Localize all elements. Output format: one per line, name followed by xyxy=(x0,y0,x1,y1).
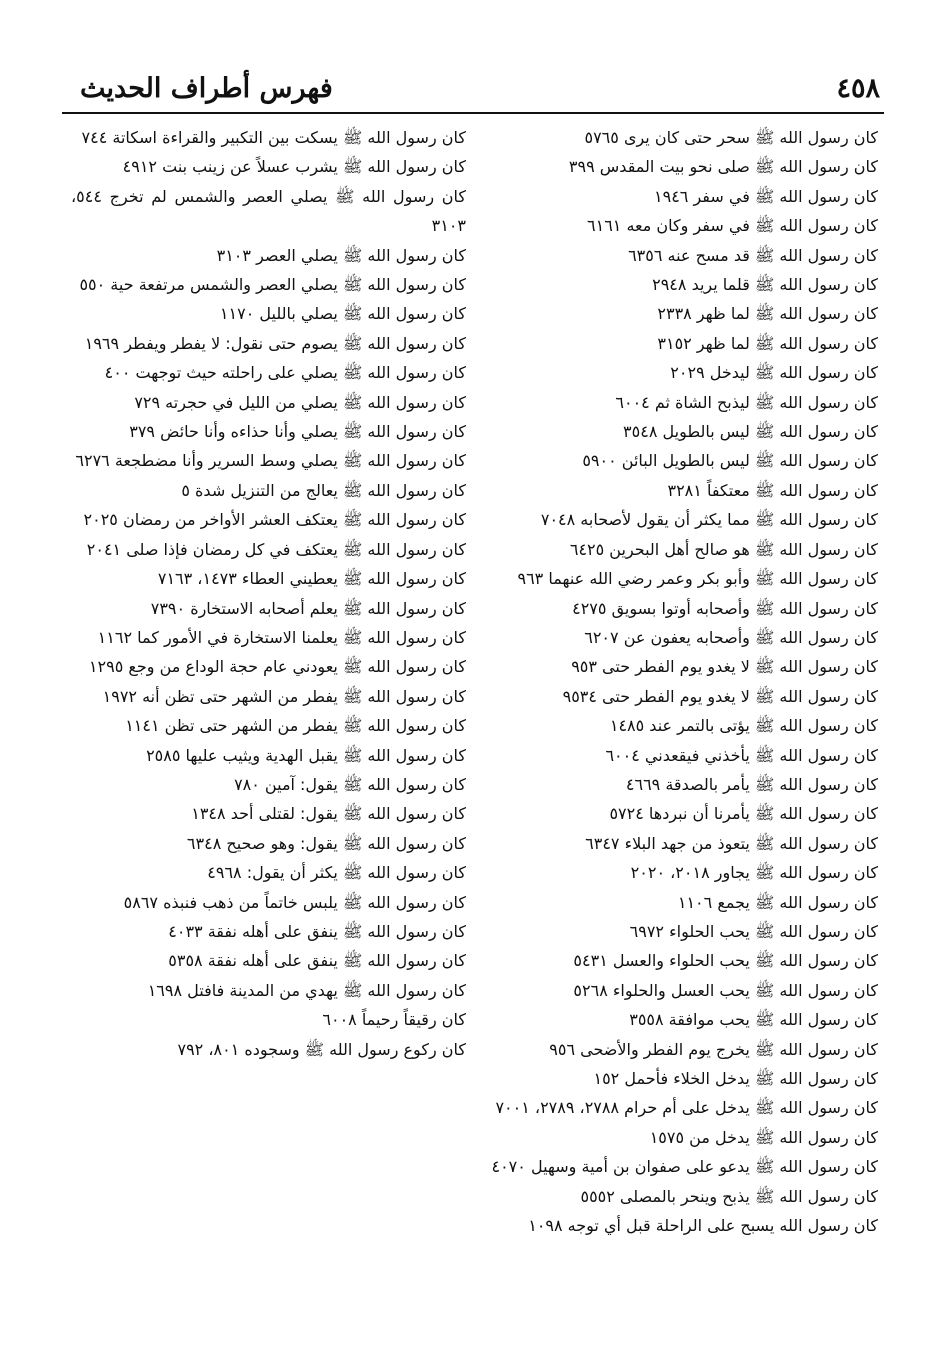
index-entry-text: كان رسول الله ﷺ ليس بالطويل ٣٥٤٨ xyxy=(623,422,878,442)
index-entry xyxy=(483,1211,878,1240)
index-entry-text: كان رسول الله ﷺ يصلي من الليل في حجرته ٧٢٩ xyxy=(134,392,466,412)
index-entry xyxy=(483,858,878,887)
index-entry-text: كان رسول الله ﷺ يصلي العصر والشمس لم تخرج ٥٤٤، ٣١٠٣ xyxy=(71,186,466,236)
index-entry-text: كان رسول الله ﷺ لا يغدو يوم الفطر حتى ٩٥٣٤ xyxy=(562,686,878,706)
index-entry-text: كان رسول الله ﷺ يعتكف العشر الأواخر من رمضان ٢٠٢٥ xyxy=(83,510,466,530)
index-entry xyxy=(71,888,466,917)
index-entry-text: كان ركوع رسول الله ﷺ وسجوده ٨٠١، ٧٩٢ xyxy=(177,1039,466,1059)
index-entry-text: كان رسول الله ﷺ يعلمنا الاستخارة في الأمور كما ١١٦٢ xyxy=(97,627,466,647)
index-entry xyxy=(483,329,878,358)
index-entry xyxy=(483,1093,878,1122)
index-entry xyxy=(71,858,466,887)
index-entry-text: كان رسول الله ﷺ يجمع ١١٠٦ xyxy=(677,892,878,912)
index-entry-text: كان رسول الله ﷺ سحر حتى كان يرى ٥٧٦٥ xyxy=(584,128,878,147)
page-header xyxy=(80,70,880,106)
index-entry xyxy=(71,564,466,593)
index-entry xyxy=(483,564,878,593)
index-entry xyxy=(71,329,466,358)
index-entry xyxy=(483,682,878,711)
page-title: فهرس أطراف الحديث xyxy=(80,72,333,104)
header-rule xyxy=(62,112,884,114)
index-entry xyxy=(71,829,466,858)
index-entry xyxy=(483,1064,878,1093)
index-entry-text: كان رسول الله ﷺ يصلي العصر والشمس مرتفعة حية ٥٥٠ xyxy=(79,275,466,295)
index-entry-text: كان رسول الله ﷺ يجاور ٢٠١٨، ٢٠٢٠ xyxy=(630,863,878,883)
index-entry xyxy=(483,535,878,564)
index-entry xyxy=(483,888,878,917)
index-entry-text: كان رسول الله ﷺ قلما يريد ٢٩٤٨ xyxy=(652,275,878,295)
index-entry xyxy=(71,682,466,711)
index-entry xyxy=(71,358,466,387)
index-entry-text: كان رسول الله ﷺ يقول: لقتلى أحد ١٣٤٨ xyxy=(191,804,466,824)
index-entry xyxy=(483,1182,878,1211)
index-entry xyxy=(71,1005,466,1034)
index-entry xyxy=(71,770,466,799)
index-entry xyxy=(483,388,878,417)
index-entry-text: كان رسول الله ﷺ ليس بالطويل البائن ٥٩٠٠ xyxy=(582,451,878,471)
index-entry-text: كان رسول الله ﷺ يصلي على راحلته حيث توجهت ٤٠٠ xyxy=(104,363,466,383)
index-entry-text: كان رسول الله ﷺ يعودني عام حجة الوداع من وجع ١٢٩٥ xyxy=(88,657,466,677)
index-entry-text: كان رسول الله ﷺ يحب العسل والحلواء ٥٢٦٨ xyxy=(573,980,878,1000)
index-entry-text: كان رسول الله ﷺ يعالج من التنزيل شدة ٥ xyxy=(181,480,466,500)
index-entry xyxy=(483,299,878,328)
index-entry-text: كان رسول الله ﷺ ليدخل ٢٠٢٩ xyxy=(670,363,878,383)
index-entry-text: كان رسول الله ﷺ يسكت بين التكبير والقراءة اسكاتة ٧٤٤ xyxy=(81,128,466,147)
index-entry xyxy=(483,829,878,858)
index-entry xyxy=(71,505,466,534)
index-entry xyxy=(483,446,878,475)
index-entry-text: كان رسول الله ﷺ يقول: وهو صحيح ٦٣٤٨ xyxy=(186,833,466,853)
index-entry xyxy=(483,123,878,152)
index-entry xyxy=(483,476,878,505)
index-entry-text: كان رسول الله ﷺ يتعوذ من جهد البلاء ٦٣٤٧ xyxy=(585,833,878,853)
page-number: ٤٥٨ xyxy=(836,72,880,104)
index-entry-text: كان رسول الله ﷺ لما ظهر ٣١٥٢ xyxy=(657,333,878,353)
index-entry xyxy=(483,652,878,681)
index-entry-text: كان رسول الله ﷺ قد مسح عنه ٦٣٥٦ xyxy=(628,245,878,265)
index-entry xyxy=(483,1152,878,1181)
index-entry-text: كان رسول الله ﷺ يخرج يوم الفطر والأضحى ٩٥٦ xyxy=(549,1039,878,1059)
index-entry-text: كان رسول الله ﷺ معتكفاً ٣٢٨١ xyxy=(667,480,878,500)
left-column xyxy=(71,123,466,1064)
index-entry-text: كان رسول الله ﷺ يعطيني العطاء ١٤٧٣، ٧١٦٣ xyxy=(157,569,466,589)
index-entry-text: كان رسول الله ﷺ يؤتى بالتمر عند ١٤٨٥ xyxy=(609,716,878,736)
index-entry-text: كان رسول الله ﷺ يصلي العصر ٣١٠٣ xyxy=(216,245,466,265)
index-entry-text: كان رسول الله ﷺ يصلي وأنا حذاءه وأنا حائض ٣٧٩ xyxy=(129,422,466,442)
index-entry xyxy=(71,476,466,505)
index-entry-text: كان رسول الله ﷺ يقول: آمين ٧٨٠ xyxy=(234,774,466,794)
index-entry-text: كان رسول الله ﷺ ينفق على أهله نفقة ٤٠٣٣ xyxy=(168,921,466,941)
index-entry-text: كان رسول الله ﷺ يهدي من المدينة فافتل ١٦٩٨ xyxy=(147,980,466,1000)
index-entry xyxy=(483,182,878,211)
index-entry-text: كان رسول الله ﷺ يصوم حتى نقول: لا يفطر ويفطر ١٩٦٩ xyxy=(84,333,466,353)
index-entry-text: كان رسول الله ﷺ يدخل على أم حرام ٢٧٨٨، ٢٧٨٩، ٧٠٠١ xyxy=(495,1098,878,1118)
index-entry-text: كان رسول الله ﷺ وأصحابه يعفون عن ٦٢٠٧ xyxy=(584,627,878,647)
index-entry xyxy=(483,917,878,946)
index-entry-text: كان رقيقاً رحيماً ٦٠٠٨ xyxy=(322,1010,466,1030)
index-entry xyxy=(483,211,878,240)
index-entry-text: كان رسول الله ﷺ يفطر من الشهر حتى تظن ١١٤١ xyxy=(125,716,466,736)
index-entry xyxy=(483,799,878,828)
index-entry xyxy=(483,623,878,652)
index-entry xyxy=(483,976,878,1005)
index-entry-text: كان رسول الله ﷺ يحب الحلواء ٦٩٧٢ xyxy=(629,921,878,941)
index-entry xyxy=(71,741,466,770)
index-entry xyxy=(483,1005,878,1034)
index-entry-text: كان رسول الله ﷺ ليذبح الشاة ثم ٦٠٠٤ xyxy=(615,392,878,412)
index-entry-text: كان رسول الله ﷺ لما ظهر ٢٣٣٨ xyxy=(657,304,878,324)
index-entry-text: كان رسول الله ﷺ يلبس خاتماً من ذهب فنبذه ٥٨٦٧ xyxy=(123,892,466,912)
index-entry xyxy=(483,270,878,299)
index-entry xyxy=(483,417,878,446)
index-entry xyxy=(71,976,466,1005)
index-entry xyxy=(71,182,466,241)
index-entry-text: كان رسول الله ﷺ يصلي بالليل ١١٧٠ xyxy=(219,304,466,324)
index-entry-text: كان رسول الله ﷺ يدعو على صفوان بن أمية وسهيل ٤٠٧٠ xyxy=(491,1157,878,1177)
index-entry-text: كان رسول الله ﷺ يأمرنا أن نبردها ٥٧٢٤ xyxy=(609,804,878,824)
index-entry-text: كان رسول الله ﷺ صلى نحو بيت المقدس ٣٩٩ xyxy=(568,157,878,177)
index-entry-text: كان رسول الله ﷺ لا يغدو يوم الفطر حتى ٩٥٣ xyxy=(571,657,878,677)
index-entry xyxy=(71,299,466,328)
index-entry xyxy=(71,594,466,623)
index-entry xyxy=(71,446,466,475)
index-entry-text: كان رسول الله ﷺ يدخل من ١٥٧٥ xyxy=(649,1127,878,1147)
index-entry-text: كان رسول الله ﷺ يكثر أن يقول: ٤٩٦٨ xyxy=(207,863,466,883)
index-entry-text: كان رسول الله ﷺ يدخل الخلاء فأحمل ١٥٢ xyxy=(593,1069,878,1088)
right-column xyxy=(483,123,878,1240)
index-entry-text: كان رسول الله ﷺ وأصحابه أوتوا بسويق ٤٢٧٥ xyxy=(572,598,878,618)
index-entry xyxy=(71,799,466,828)
index-entry-text: كان رسول الله ﷺ مما يكثر أن يقول لأصحابه ٧٠٤٨ xyxy=(540,510,878,530)
index-entry-text: كان رسول الله ﷺ يقبل الهدية ويثيب عليها ٢٥٨٥ xyxy=(146,745,466,765)
index-entry-text: كان رسول الله ﷺ يعتكف في كل رمضان فإذا صلى ٢٠٤١ xyxy=(86,539,466,559)
index-entry-text: كان رسول الله ﷺ يفطر من الشهر حتى تظن أنه ١٩٧٢ xyxy=(102,686,466,706)
index-entry xyxy=(71,152,466,181)
index-entry xyxy=(483,1035,878,1064)
index-entry xyxy=(71,917,466,946)
index-entry-text: كان رسول الله ﷺ في سفر ١٩٤٦ xyxy=(654,186,878,206)
index-entry xyxy=(483,711,878,740)
index-entry-text: كان رسول الله ﷺ وأبو بكر وعمر رضي الله عنهما ٩٦٣ xyxy=(517,569,878,589)
index-entry-text: كان رسول الله ﷺ يعلم أصحابه الاستخارة ٧٣٩٠ xyxy=(150,598,466,618)
index-entry-text: كان رسول الله ﷺ يأمر بالصدقة ٤٦٦٩ xyxy=(625,774,878,794)
index-entry-text: كان رسول الله ﷺ يأخذني فيقعدني ٦٠٠٤ xyxy=(605,745,878,765)
index-entry xyxy=(71,417,466,446)
index-entry-text: كان رسول الله ﷺ هو صالح أهل البحرين ٦٤٢٥ xyxy=(569,539,878,559)
index-entry xyxy=(71,535,466,564)
index-entry-text: كان رسول الله ﷺ يشرب عسلاً عن زينب بنت ٤٩١٢ xyxy=(122,157,466,177)
index-entry-text: كان رسول الله ﷺ يذبح وينحر بالمصلى ٥٥٥٢ xyxy=(580,1186,878,1206)
index-entry xyxy=(483,770,878,799)
index-entry xyxy=(483,241,878,270)
index-entry xyxy=(483,505,878,534)
index-entry-text: كان رسول الله ﷺ في سفر وكان معه ٦١٦١ xyxy=(587,216,878,236)
index-entry xyxy=(71,270,466,299)
index-entry-text: كان رسول الله ﷺ يصلي وسط السرير وأنا مضطجعة ٦٢٧٦ xyxy=(75,451,466,471)
index-entry xyxy=(71,652,466,681)
index-entry-text: كان رسول الله يسبح على الراحلة قبل أي توجه ١٠٩٨ xyxy=(528,1216,878,1236)
index-entry xyxy=(483,152,878,181)
index-entry xyxy=(71,1035,466,1064)
index-entry xyxy=(71,388,466,417)
index-entry xyxy=(483,946,878,975)
index-entry xyxy=(71,623,466,652)
index-entry xyxy=(483,358,878,387)
index-entry xyxy=(71,123,466,152)
index-entry xyxy=(71,946,466,975)
index-entry xyxy=(483,741,878,770)
index-entry xyxy=(71,711,466,740)
index-entry xyxy=(483,1123,878,1152)
index-entry xyxy=(71,241,466,270)
index-entry-text: كان رسول الله ﷺ يحب الحلواء والعسل ٥٤٣١ xyxy=(573,951,878,971)
index-entry xyxy=(483,594,878,623)
index-entry-text: كان رسول الله ﷺ ينفق على أهله نفقة ٥٣٥٨ xyxy=(168,951,466,971)
index-entry-text: كان رسول الله ﷺ يحب موافقة ٣٥٥٨ xyxy=(629,1010,878,1030)
